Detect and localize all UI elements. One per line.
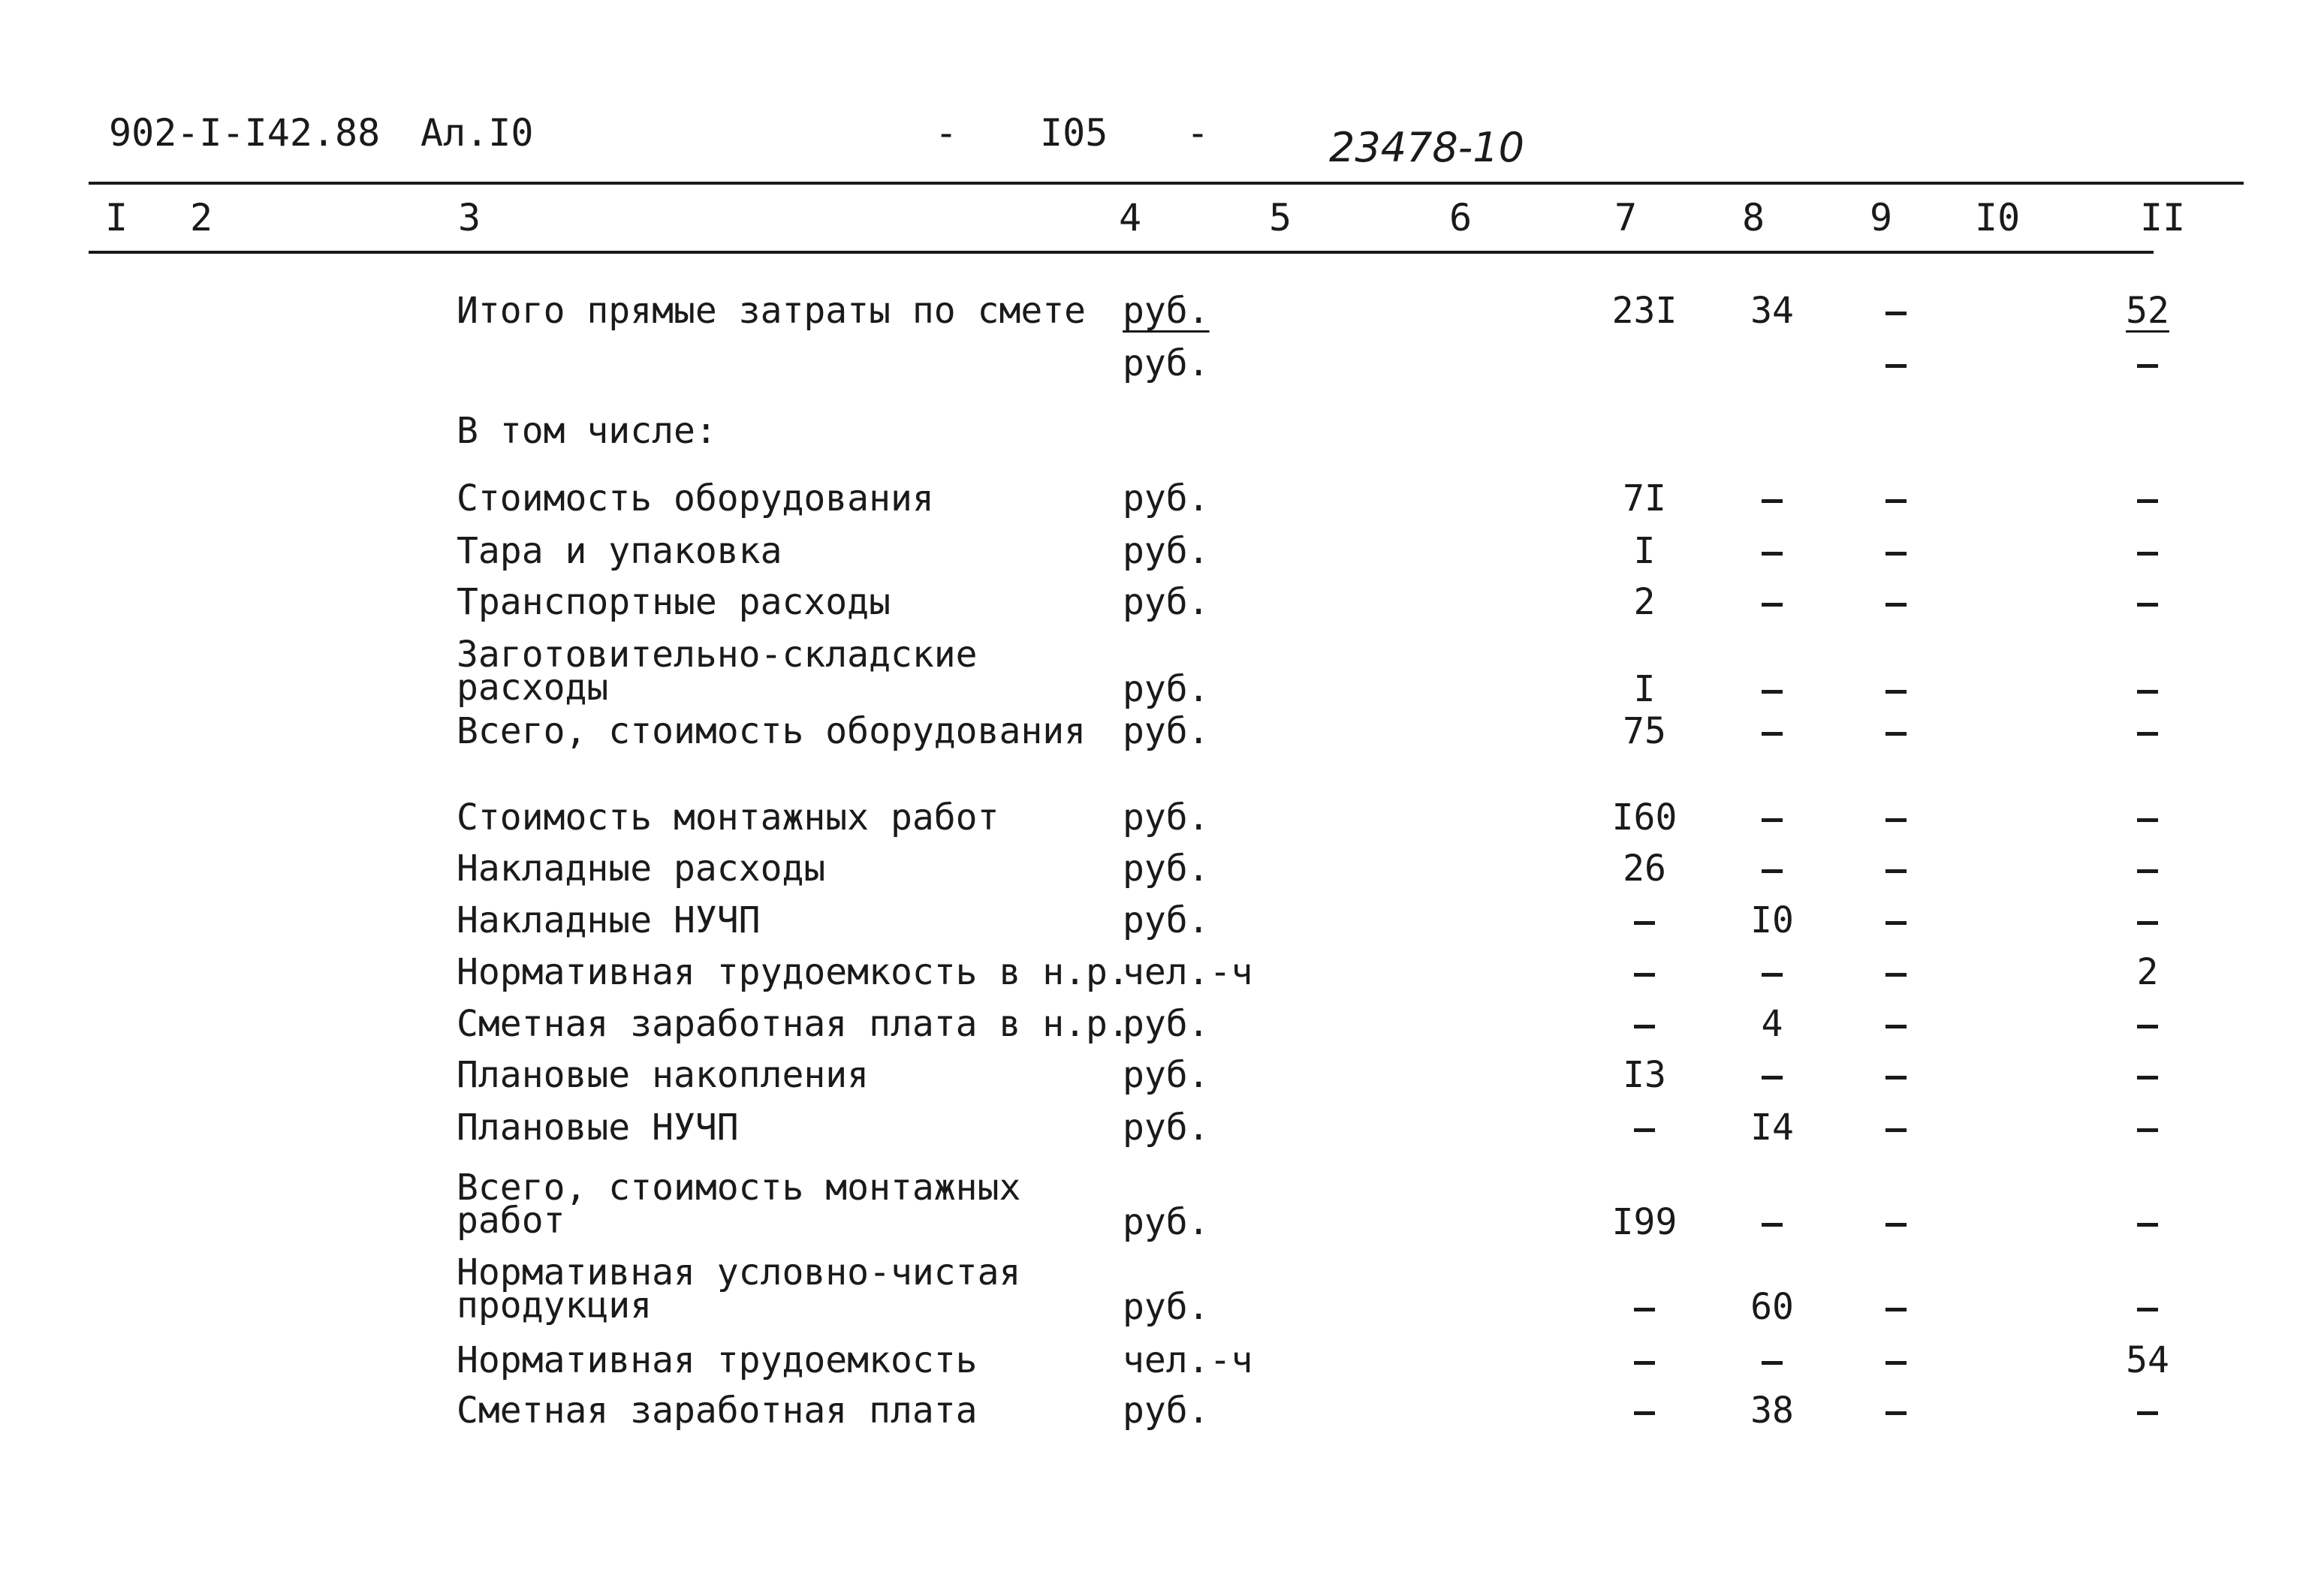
value-cell-11: 54: [2126, 1339, 2169, 1381]
column-number: II: [2140, 196, 2186, 239]
value-cell-7: I3: [1623, 1054, 1666, 1096]
value-cell-8: [1727, 671, 1817, 707]
column-number: 5: [1269, 196, 1292, 239]
value-cell-9: [1851, 671, 1941, 707]
value-cell-9: [1851, 851, 1941, 887]
value-cell-8: [1727, 800, 1817, 836]
value-cell-11: [2103, 1110, 2193, 1146]
unit-cell: руб.: [1123, 290, 1210, 332]
dash-mark: [2137, 1308, 2158, 1311]
value-cell-8: 60: [1750, 1286, 1794, 1328]
row-label: Накладные НУЧП: [457, 899, 761, 941]
dash-mark: [2137, 1223, 2158, 1227]
dash-mark: [2137, 818, 2158, 822]
value-cell-9: [1851, 1110, 1941, 1146]
value-cell-11: [2103, 584, 2193, 620]
value-cell-7: I99: [1611, 1201, 1678, 1243]
value-cell-9: [1851, 293, 1941, 329]
unit-cell: руб.: [1123, 1003, 1210, 1045]
value-cell-11: [2103, 1006, 2193, 1042]
dash-mark: [1762, 973, 1783, 977]
dash-mark: [1885, 973, 1907, 977]
dash-mark: [1885, 1128, 1907, 1132]
page-dash-left: -: [935, 111, 958, 155]
value-cell-11: 52: [2126, 290, 2169, 332]
dash-mark: [1885, 603, 1907, 607]
unit-cell: руб.: [1123, 1390, 1210, 1432]
value-cell-7: [1599, 954, 1690, 990]
dash-mark: [1885, 818, 1907, 822]
value-cell-9: [1851, 1393, 1941, 1429]
value-cell-7: [1599, 902, 1690, 938]
unit-cell: руб.: [1123, 668, 1210, 710]
column-number: 7: [1614, 196, 1638, 239]
value-cell-7: [1599, 1289, 1690, 1325]
dash-mark: [2137, 869, 2158, 873]
dash-mark: [1885, 312, 1907, 315]
dash-mark: [1885, 869, 1907, 873]
row-label: Сметная заработная плата: [457, 1390, 978, 1432]
dash-mark: [2137, 1025, 2158, 1028]
value-cell-11: 2: [2136, 951, 2159, 993]
value-cell-11: [2103, 902, 2193, 938]
unit-cell: руб.: [1123, 1286, 1210, 1328]
row-label: Итого прямые затраты по смете: [457, 290, 1087, 332]
value-cell-11: [2103, 1393, 2193, 1429]
column-number: 4: [1119, 196, 1142, 239]
dash-mark: [2137, 603, 2158, 607]
value-cell-11: [2103, 800, 2193, 836]
dash-mark: [1762, 732, 1783, 736]
row-label: Нормативная трудоемкость: [457, 1339, 978, 1381]
dash-mark: [1634, 973, 1655, 977]
dash-mark: [1762, 1076, 1783, 1080]
column-number: 9: [1870, 196, 1893, 239]
unit-cell: руб.: [1123, 342, 1210, 384]
value-cell-9: [1851, 954, 1941, 990]
dash-mark: [2137, 552, 2158, 556]
page-number: I05: [1040, 111, 1108, 155]
value-cell-9: [1851, 1204, 1941, 1240]
dash-mark: [2137, 499, 2158, 503]
value-cell-7: [1599, 1393, 1690, 1429]
dash-mark: [1634, 1361, 1655, 1365]
value-cell-11: [2103, 1057, 2193, 1093]
value-cell-9: [1851, 902, 1941, 938]
dash-mark: [1885, 1361, 1907, 1365]
value-cell-9: [1851, 1057, 1941, 1093]
value-cell-7: I: [1633, 530, 1656, 572]
value-cell-8: [1727, 584, 1817, 620]
value-cell-11: [2103, 1289, 2193, 1325]
row-label: Нормативная условно-чистая: [457, 1251, 1021, 1293]
value-cell-7: I: [1633, 668, 1656, 710]
row-label: Транспортные расходы: [457, 581, 891, 623]
row-label-continued: продукция: [457, 1284, 653, 1326]
value-cell-7: 2: [1633, 581, 1656, 623]
value-cell-11: [2103, 713, 2193, 749]
value-cell-8: [1727, 954, 1817, 990]
value-cell-8: I0: [1750, 899, 1794, 941]
unit-cell: руб.: [1123, 581, 1210, 623]
unit-cell: руб.: [1123, 1107, 1210, 1149]
page-dash-right: -: [1186, 111, 1210, 155]
unit-cell: руб.: [1123, 530, 1210, 572]
row-label: Нормативная трудоемкость в н.р.: [457, 951, 1129, 993]
row-label: Сметная заработная плата в н.р.: [457, 1003, 1129, 1045]
dash-mark: [2137, 364, 2158, 368]
value-cell-8: [1727, 533, 1817, 569]
value-cell-11: [2103, 480, 2193, 516]
dash-mark: [1634, 921, 1655, 925]
dash-mark: [1885, 1025, 1907, 1028]
value-cell-7: 75: [1623, 710, 1666, 752]
dash-mark: [1885, 732, 1907, 736]
unit-cell: руб.: [1123, 710, 1210, 752]
dash-mark: [1885, 921, 1907, 925]
dash-mark: [1634, 1308, 1655, 1311]
dash-mark: [1762, 690, 1783, 694]
dash-mark: [1762, 603, 1783, 607]
dash-mark: [1634, 1128, 1655, 1132]
unit-cell: чел.-ч: [1123, 951, 1253, 993]
value-cell-9: [1851, 1342, 1941, 1378]
handwritten-number: 23478-10: [1329, 124, 1524, 171]
value-cell-7: 26: [1623, 848, 1666, 890]
header-bottom-rule: [89, 251, 2154, 254]
row-label: Плановые накопления: [457, 1054, 870, 1096]
value-cell-7: 23I: [1611, 290, 1678, 332]
value-cell-7: [1599, 1110, 1690, 1146]
dash-mark: [1634, 1025, 1655, 1028]
value-cell-11: [2103, 671, 2193, 707]
value-cell-9: [1851, 480, 1941, 516]
value-cell-7: [1599, 1006, 1690, 1042]
dash-mark: [1762, 818, 1783, 822]
value-cell-8: 34: [1750, 290, 1794, 332]
dash-mark: [1885, 1411, 1907, 1415]
column-number: 6: [1449, 196, 1473, 239]
value-cell-11: [2103, 533, 2193, 569]
dash-mark: [2137, 1076, 2158, 1080]
value-cell-9: [1851, 1006, 1941, 1042]
header-top-rule: [89, 182, 2244, 185]
unit-cell: руб.: [1123, 1201, 1210, 1243]
value-cell-9: [1851, 800, 1941, 836]
row-label: В том числе:: [457, 410, 717, 452]
unit-cell: чел.-ч: [1123, 1339, 1253, 1381]
dash-mark: [1885, 1308, 1907, 1311]
row-label: Стоимость монтажных работ: [457, 796, 999, 839]
dash-mark: [2137, 921, 2158, 925]
dash-mark: [2137, 732, 2158, 736]
dash-mark: [1762, 869, 1783, 873]
value-cell-8: [1727, 1204, 1817, 1240]
dash-mark: [1762, 1223, 1783, 1227]
value-cell-7: [1599, 1342, 1690, 1378]
column-number: 2: [190, 196, 213, 239]
column-number: 8: [1742, 196, 1765, 239]
document-code: 902-I-I42.88: [109, 111, 381, 155]
column-number: 3: [458, 196, 481, 239]
dash-mark: [2137, 1128, 2158, 1132]
dash-mark: [1885, 364, 1907, 368]
value-cell-7: 7I: [1623, 477, 1666, 519]
dash-mark: [1885, 552, 1907, 556]
dash-mark: [1634, 1411, 1655, 1415]
row-label-continued: работ: [457, 1200, 565, 1242]
album-label: Ал.I0: [421, 111, 534, 155]
row-label: Заготовительно-складские: [457, 634, 978, 676]
dash-mark: [2137, 1411, 2158, 1415]
row-label: Стоимость оборудования: [457, 477, 934, 519]
value-cell-9: [1851, 533, 1941, 569]
unit-cell: руб.: [1123, 477, 1210, 519]
column-number: I0: [1975, 196, 2021, 239]
value-cell-8: [1727, 1342, 1817, 1378]
value-cell-11: [2103, 851, 2193, 887]
column-number: I: [105, 196, 128, 239]
value-cell-11: [2103, 1204, 2193, 1240]
value-cell-9: [1851, 713, 1941, 749]
row-label: Всего, стоимость оборудования: [457, 710, 1087, 752]
unit-cell: руб.: [1123, 1054, 1210, 1096]
dash-mark: [1762, 499, 1783, 503]
value-cell-8: I4: [1750, 1107, 1794, 1149]
value-cell-9: [1851, 1289, 1941, 1325]
dash-mark: [2137, 690, 2158, 694]
value-cell-9: [1851, 584, 1941, 620]
value-cell-8: [1727, 480, 1817, 516]
value-cell-7: I60: [1611, 796, 1678, 839]
value-cell-8: [1727, 851, 1817, 887]
row-label: Всего, стоимость монтажных: [457, 1167, 1021, 1209]
dash-mark: [1885, 690, 1907, 694]
dash-mark: [1885, 499, 1907, 503]
dash-mark: [1762, 1361, 1783, 1365]
unit-cell: руб.: [1123, 796, 1210, 839]
row-label-continued: расходы: [457, 667, 609, 709]
unit-cell: руб.: [1123, 848, 1210, 890]
dash-mark: [1885, 1223, 1907, 1227]
value-cell-8: [1727, 1057, 1817, 1093]
row-label: Плановые НУЧП: [457, 1107, 739, 1149]
value-cell-8: 38: [1750, 1390, 1794, 1432]
dash-mark: [1885, 1076, 1907, 1080]
dash-mark: [1762, 552, 1783, 556]
unit-cell: руб.: [1123, 899, 1210, 941]
value-cell-8: [1727, 713, 1817, 749]
row-label: Тара и упаковка: [457, 530, 782, 572]
value-cell-11: [2103, 345, 2193, 381]
value-cell-9: [1851, 345, 1941, 381]
value-cell-8: 4: [1761, 1003, 1783, 1045]
row-label: Накладные расходы: [457, 848, 826, 890]
